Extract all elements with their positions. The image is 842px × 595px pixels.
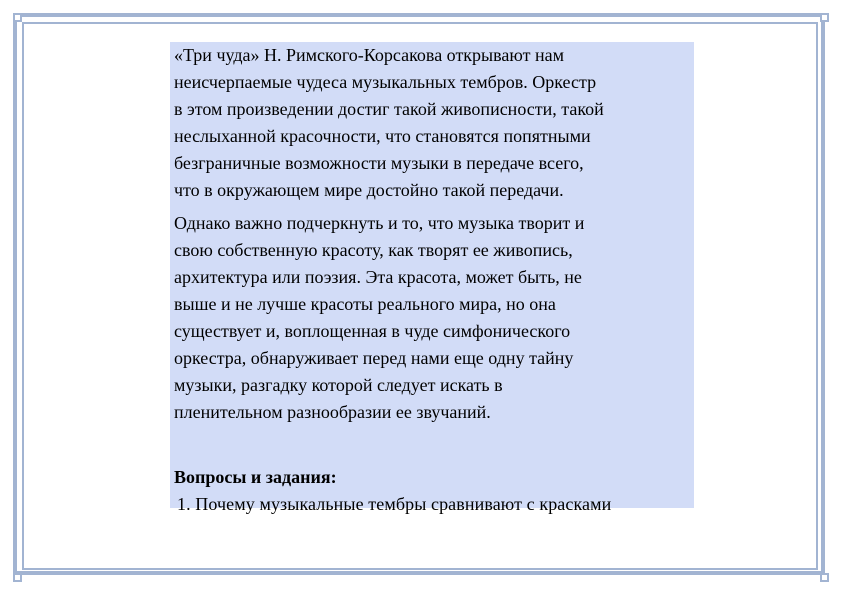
paragraph-1-line: «Три чуда» Н. Римского-Корсакова открывают нам (174, 45, 564, 65)
paragraph-1-line: безграничные возможности музыки в передаче всего, (174, 153, 584, 173)
paragraph-2-line: свою собственную красоту, как творят ее живопись, (174, 240, 573, 260)
paragraph-1-line: в этом произведении достиг такой живописности, такой (174, 99, 604, 119)
paragraph-1-line: что в окружающем мире достойно такой передачи. (174, 180, 564, 200)
frame-corner-bottom-right (820, 573, 829, 582)
paragraph-2-line: оркестра, обнаруживает перед нами еще одну тайну (174, 348, 574, 368)
paragraph-2-line: музыки, разгадку которой следует искать в (174, 375, 503, 395)
question-item: 1. Почему музыкальные тембры сравнивают с красками (177, 494, 612, 514)
paragraph-1-line: неслыханной красочности, что становятся попятными (174, 126, 591, 146)
paragraph-2-line: пленительном разнообразии ее звучаний. (174, 402, 491, 422)
paragraph-2-line: существует и, воплощенная в чуде симфонического (174, 321, 571, 341)
paragraph-2-line: Однако важно подчеркнуть и то, что музыка творит и (174, 213, 585, 233)
frame-corner-top-right (820, 13, 829, 22)
questions-heading: Вопросы и задания: (174, 467, 337, 487)
text-box (170, 42, 694, 514)
paragraph-2 (174, 210, 694, 426)
paragraph-2-line: архитектура или поэзия. Эта красота, может быть, не (174, 267, 582, 287)
frame-corner-top-left (13, 13, 22, 22)
paragraph-2-line: выше и не лучше красоты реального мира, но она (174, 294, 556, 314)
paragraph-1-line: неисчерпаемые чудеса музыкальных тембров. Оркестр (174, 72, 597, 92)
paragraph-1 (174, 42, 694, 204)
frame-corner-bottom-left (13, 573, 22, 582)
